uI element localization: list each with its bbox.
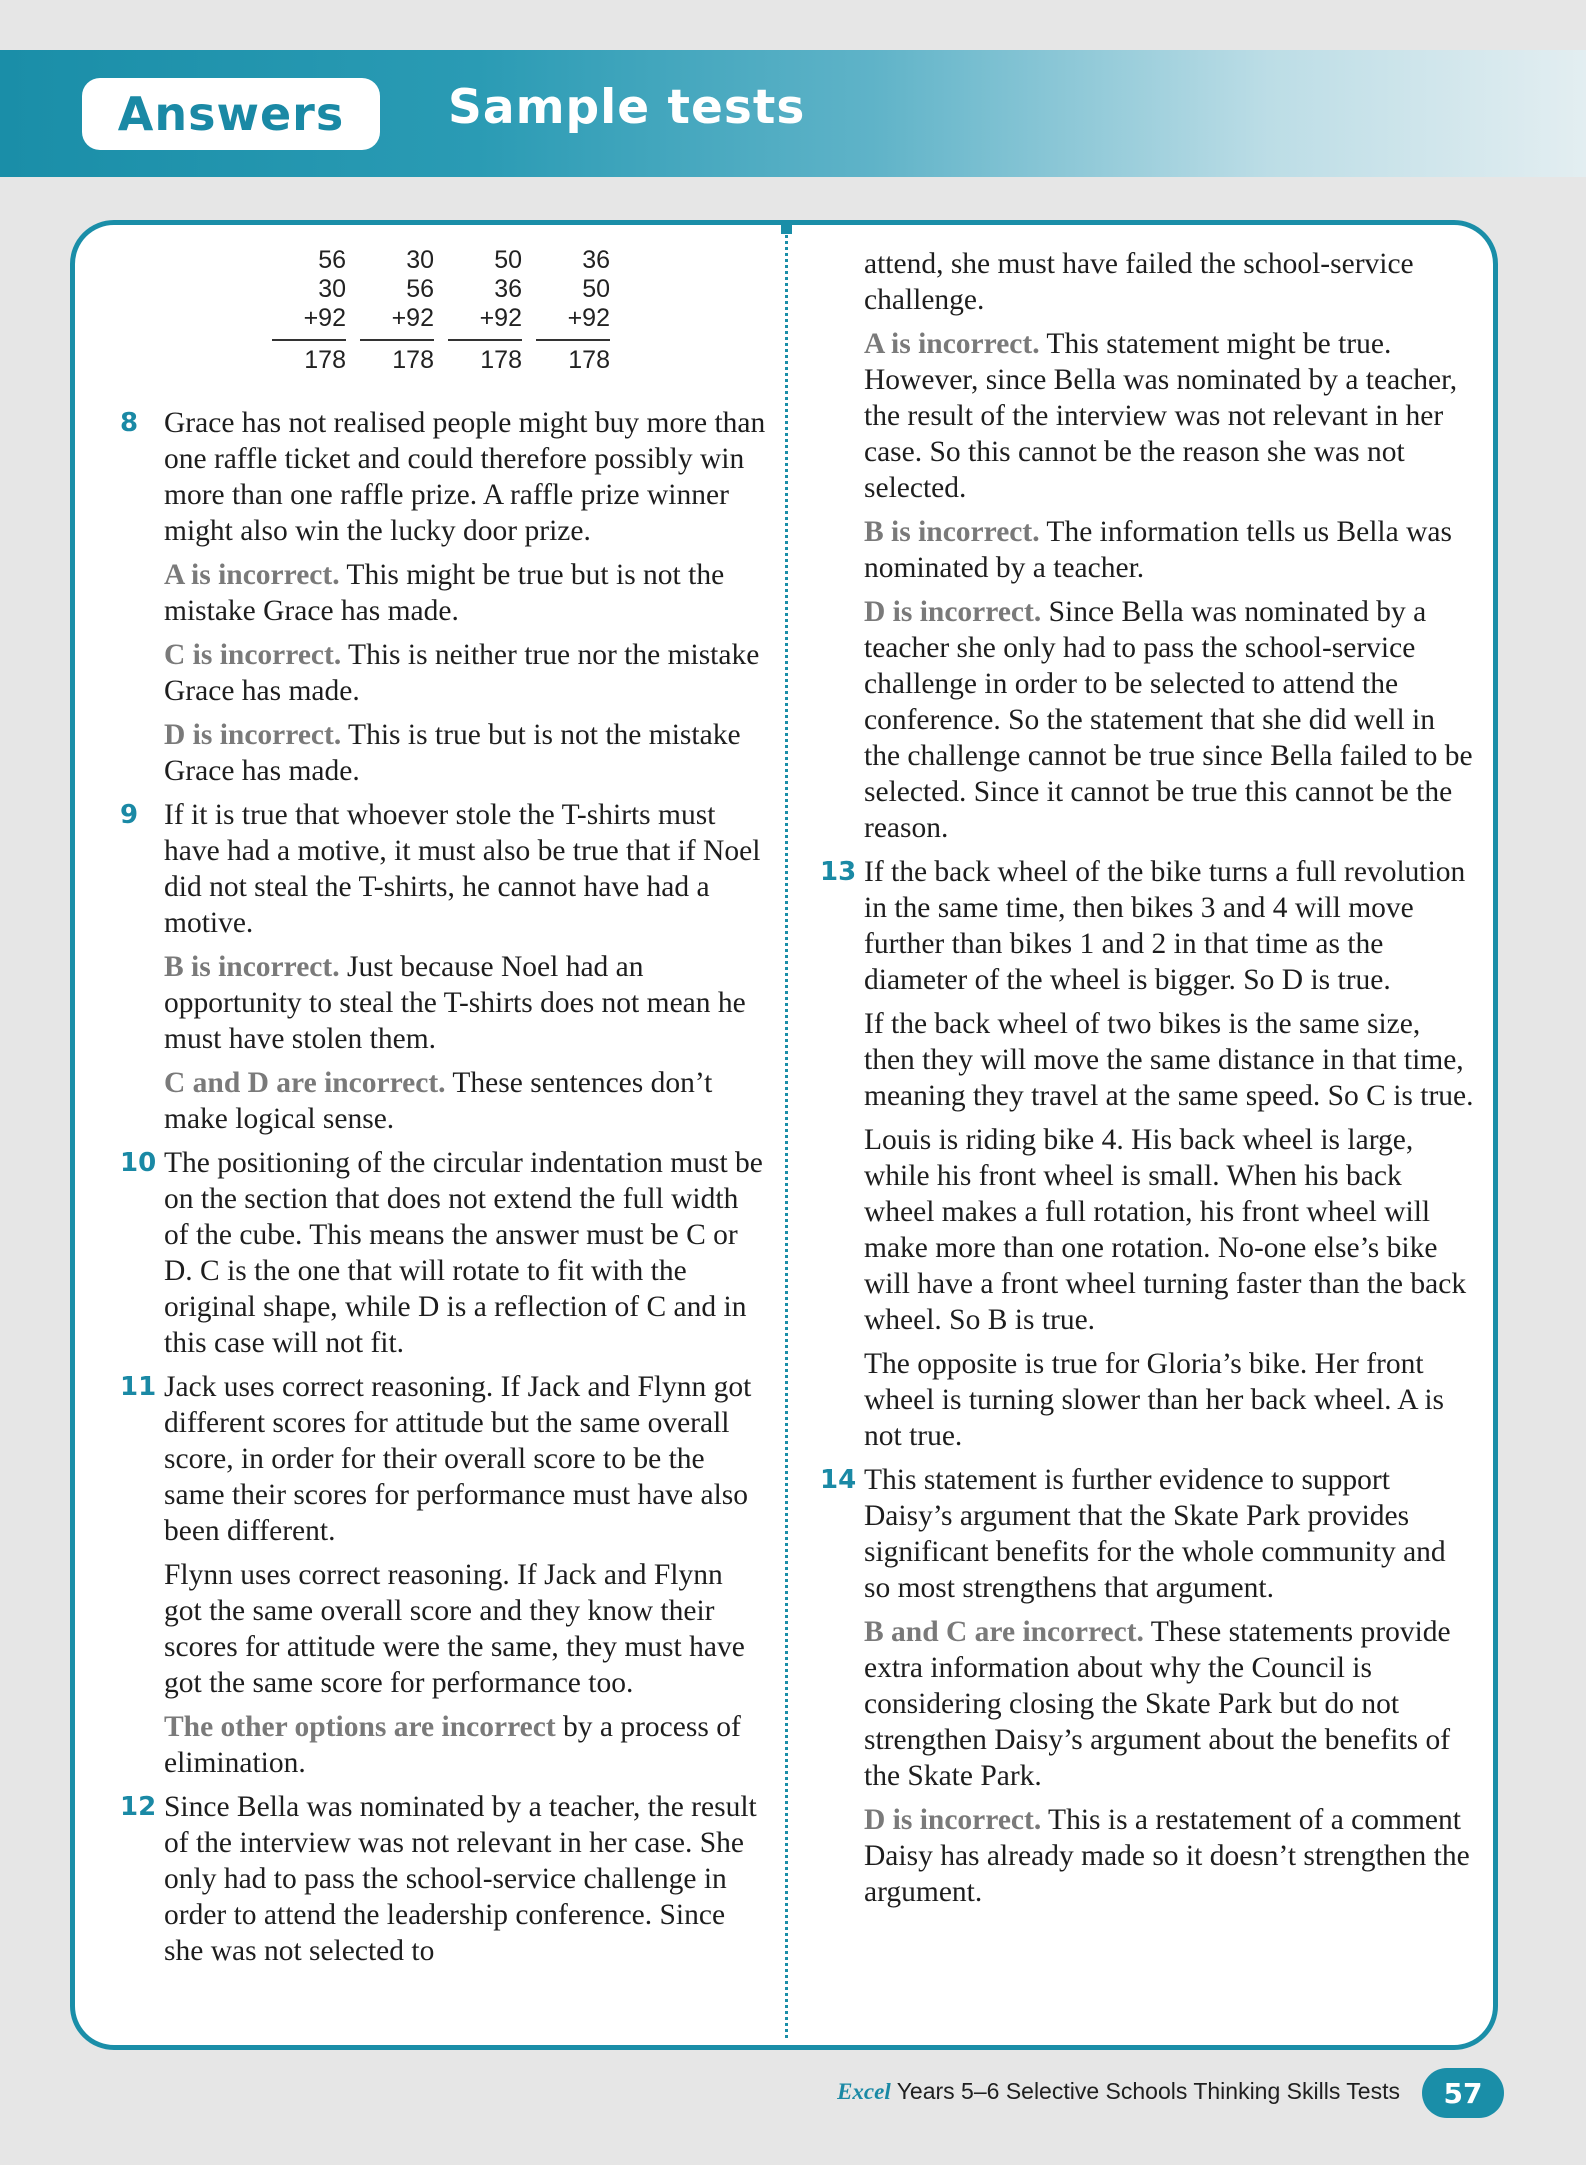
section-title: Sample tests (448, 80, 806, 135)
option-explanation (864, 514, 1474, 586)
question-number: 9 (120, 800, 139, 830)
sum-working (272, 246, 766, 375)
answer-text: Since Bella was nominated by a teacher, the result of the interview was not relevant in her case. She only had to pass the school-service challenge in order to attend the leadership conference. Since she was not selected to (164, 1791, 757, 1967)
option-lead: B is incorrect. (164, 951, 340, 983)
option-explanation (864, 1614, 1474, 1794)
answer-text: Louis is riding bike 4. His back wheel is large, while his front wheel is small. When his back wheel makes a full rotation, his front wheel will make more than one rotation. No-one else’s bike will have a front wheel turning faster than the back wheel. So B is true. (864, 1124, 1467, 1336)
option-text: This is a restatement of a comment Daisy has already made so it doesn’t strengthen the argument. (864, 1804, 1470, 1908)
option-lead: B and C are incorrect. (864, 1616, 1144, 1648)
option-explanation (164, 1065, 766, 1137)
answers-badge-label: Answers (117, 87, 345, 141)
answer-9 (120, 797, 766, 1137)
answer-text: This statement is further evidence to support Daisy’s argument that the Skate Park provides significant benefits for the whole community and so most strengthens that argument. (864, 1464, 1446, 1604)
question-number: 14 (820, 1465, 857, 1495)
sum-addend: 56 (318, 246, 346, 274)
sum-addend: +92 (391, 304, 434, 332)
option-lead: C and D are incorrect. (164, 1067, 446, 1099)
option-explanation (864, 1802, 1474, 1910)
option-explanation (864, 594, 1474, 846)
option-lead: B is incorrect. (864, 516, 1040, 548)
option-explanation (164, 949, 766, 1057)
option-lead: C is incorrect. (164, 639, 342, 671)
option-explanation (164, 557, 766, 629)
option-lead: A is incorrect. (164, 559, 340, 591)
sum-column (360, 246, 434, 375)
sum-addend: 36 (582, 246, 610, 274)
sum-total: 178 (360, 339, 434, 375)
option-lead: A is incorrect. (864, 328, 1040, 360)
option-explanation (164, 1709, 766, 1781)
answer-12-continued (820, 246, 1474, 846)
option-explanation (164, 717, 766, 789)
answer-text: attend, she must have failed the school-service challenge. (864, 248, 1414, 316)
answer-text: If the back wheel of the bike turns a full revolution in the same time, then bikes 3 and 4 will move further than bikes 1 and 2 in that time as the diameter of the wheel is bigger. So D is true. (864, 856, 1466, 996)
sum-total: 178 (272, 339, 346, 375)
left-column (120, 246, 766, 1977)
question-number: 8 (120, 408, 139, 438)
question-number: 11 (120, 1372, 157, 1402)
sum-addend: +92 (567, 304, 610, 332)
answer-13 (820, 854, 1474, 1454)
answer-11 (120, 1369, 766, 1781)
option-text: by a process of elimination. (164, 1711, 741, 1779)
answers-badge (82, 78, 380, 150)
page-footer (0, 2068, 1586, 2118)
question-number: 10 (120, 1148, 157, 1178)
option-text: The information tells us Bella was nominated by a teacher. (864, 516, 1452, 584)
column-divider (785, 228, 788, 2038)
right-column (820, 246, 1474, 1918)
sum-addend: 56 (406, 275, 434, 303)
option-lead: D is incorrect. (864, 596, 1042, 628)
option-text: This might be true but is not the mistake Grace has made. (164, 559, 725, 627)
option-text: This is true but is not the mistake Grace has made. (164, 719, 741, 787)
answer-12 (120, 1789, 766, 1969)
sum-addend: +92 (303, 304, 346, 332)
sum-addend: +92 (479, 304, 522, 332)
option-text: This statement might be true. However, since Bella was nominated by a teacher, the result of the interview was not relevant in her case. So this cannot be the reason she was not selected. (864, 328, 1458, 504)
answer-text: The opposite is true for Gloria’s bike. Her front wheel is turning slower than her back wheel. A is not true. (864, 1348, 1445, 1452)
option-lead: D is incorrect. (164, 719, 342, 751)
brand-name: Excel (837, 2079, 891, 2104)
book-title (837, 2078, 1400, 2105)
sum-addend: 30 (406, 246, 434, 274)
option-text: This is neither true nor the mistake Grace has made. (164, 639, 760, 707)
book-title-text: Years 5–6 Selective Schools Thinking Skills Tests (890, 2078, 1400, 2104)
sum-total: 178 (536, 339, 610, 375)
option-text: Just because Noel had an opportunity to steal the T-shirts does not mean he must have stolen them. (164, 951, 746, 1055)
answer-text: Jack uses correct reasoning. If Jack and Flynn got different scores for attitude but the same overall score, in order for their overall score to be the same their scores for performance must have also been different. (164, 1371, 752, 1547)
answer-text: The positioning of the circular indentation must be on the section that does not extend the full width of the cube. This means the answer must be C or D. C is the one that will rotate to fit with the original shape, while D is a reflection of C and in this case will not fit. (164, 1147, 763, 1359)
sum-column (448, 246, 522, 375)
option-explanation (864, 326, 1474, 506)
page-number: 57 (1422, 2068, 1504, 2118)
sum-column (272, 246, 346, 375)
sum-column (536, 246, 610, 375)
option-text: These statements provide extra information about why the Council is considering closing the Skate Park but do not strengthen Daisy’s argument about the benefits of the Skate Park. (864, 1616, 1451, 1792)
question-number: 12 (120, 1792, 157, 1822)
answer-text: Flynn uses correct reasoning. If Jack and Flynn got the same overall score and they know their scores for attitude were the same, they must have got the same score for performance too. (164, 1559, 745, 1699)
sum-addend: 30 (318, 275, 346, 303)
sum-total: 178 (448, 339, 522, 375)
option-lead: D is incorrect. (864, 1804, 1042, 1836)
sum-addend: 50 (494, 246, 522, 274)
question-number: 13 (820, 857, 857, 887)
option-text: These sentences don’t make logical sense. (164, 1067, 713, 1135)
header-banner (0, 50, 1586, 177)
answer-text: If it is true that whoever stole the T-shirts must have had a motive, it must also be true that if Noel did not steal the T-shirts, he cannot have had a motive. (164, 799, 761, 939)
option-explanation (164, 637, 766, 709)
answer-text: If the back wheel of two bikes is the same size, then they will move the same distance in that time, meaning they travel at the same speed. So C is true. (864, 1008, 1474, 1112)
answer-text: Grace has not realised people might buy more than one raffle ticket and could therefore possibly win more than one raffle prize. A raffle prize winner might also win the lucky door prize. (164, 407, 766, 547)
answer-8 (120, 405, 766, 789)
sum-addend: 36 (494, 275, 522, 303)
answer-14 (820, 1462, 1474, 1910)
sum-addend: 50 (582, 275, 610, 303)
answer-10 (120, 1145, 766, 1361)
option-text: Since Bella was nominated by a teacher she only had to pass the school-service challenge in order to be selected to attend the conference. So the statement that she did well in the challenge cannot be true since Bella failed to be selected. Since it cannot be true this cannot be the reason. (864, 596, 1473, 844)
option-lead: The other options are incorrect (164, 1711, 556, 1743)
